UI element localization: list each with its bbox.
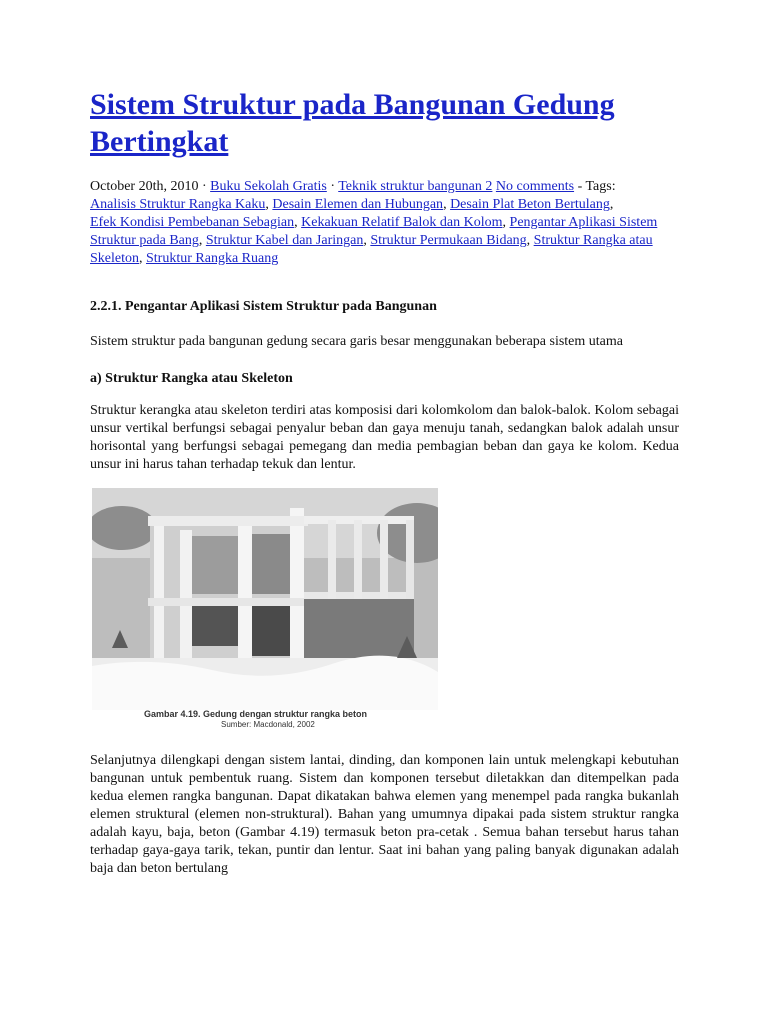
tag-link[interactable]: Desain Plat Beton Bertulang [450, 197, 610, 212]
figure-caption: Gambar 4.19. Gedung dengan struktur rangka beton [144, 709, 368, 719]
building-photo [92, 488, 438, 710]
tag-link[interactable]: Struktur Rangka atau Skeleton [90, 233, 653, 266]
paragraph-rangka: Struktur kerangka atau skeleton terdiri atas komposisi dari kolomkolom dan balok-balok. Kolom sebagai unsur vertikal berfungsi sebagai penyalur beban dan gaya menuju tanah, sedangkan balok adalah unsur horisontal yang berfungsi sebagai pemegang dan media pembagian beban dan gaya ke kolom. Kedua unsur ini harus tahan terhadap tekuk dan lentur. [90, 403, 679, 472]
post-date: October 20th, 2010 [90, 179, 199, 194]
tag-link[interactable]: Struktur Permukaan Bidang [370, 233, 527, 248]
tag-link[interactable]: Struktur Kabel dan Jaringan [205, 233, 364, 248]
category-link-buku-sekolah-gratis[interactable]: Buku Sekolah Gratis [210, 179, 327, 194]
category-link-teknik-struktur[interactable]: Teknik struktur bangunan 2 [338, 179, 493, 194]
intro-paragraph: Sistem struktur pada bangunan gedung secara garis besar menggunakan beberapa sistem utama [90, 334, 623, 349]
paragraph-sistem-lantai: Selanjutnya dilengkapi dengan sistem lantai, dinding, dan komponen lain untuk melengkapi kebutuhan bangunan untuk pembentuk ruang. Sistem dan komponen tersebut diletakkan dan ditempelkan pada kedua elemen rangka bangunan. Dapat dikatakan bahwa elemen yang menempel pada rangka bukanlah elemen struktural (elemen non-struktural). Bahan yang umumnya dipakai pada sistem struktur rangka adalah kayu, baja, beton (Gambar 4.19) termasuk beton pra-cetak . Semua bahan tersebut harus tahan terhadap gaya-gaya tarik, tekan, puntir dan lentur. Saat ini bahan yang paling banyak digunakan adalah baja dan beton bertulang [90, 753, 679, 876]
building-photo-image [92, 488, 438, 710]
section-heading: 2.2.1. Pengantar Aplikasi Sistem Struktur pada Bangunan [90, 299, 437, 314]
article-title[interactable]: Sistem Struktur pada Bangunan Gedung Bertingkat [90, 88, 615, 158]
subheading-rangka: a) Struktur Rangka atau Skeleton [90, 371, 293, 386]
tag-link[interactable]: Analisis Struktur Rangka Kaku [90, 197, 266, 212]
figure-source: Sumber: Macdonald, 2002 [221, 720, 315, 729]
tag-link[interactable]: Kekakuan Relatif Balok dan Kolom [301, 215, 503, 230]
comments-link[interactable]: No comments [495, 179, 575, 194]
tag-link[interactable]: Pengantar Aplikasi Sistem Struktur pada Bang [90, 215, 658, 248]
tag-link[interactable]: Struktur Rangka Ruang [146, 251, 279, 266]
post-meta: October 20th, 2010 · Buku Sekolah Gratis · Teknik struktur bangunan 2 No comments - Tags: Analisis Struktur Rangka Kaku, Desain Elemen dan Hubungan, Desain Plat Beton Bertulang, Efek Kondisi Pembebanan Sebagian, Kekakuan Relatif Balok dan Kolom, Pengantar Aplikasi Sistem Struktur pada Bang, Struktur Kabel dan Jaringan, Struktur Permukaan Bidang, Struktur Rangka atau Skeleton, Struktur Rangka Ruang [90, 179, 658, 266]
tag-link[interactable]: Desain Elemen dan Hubungan [272, 197, 444, 212]
tag-link[interactable]: Efek Kondisi Pembebanan Sebagian [90, 215, 295, 230]
